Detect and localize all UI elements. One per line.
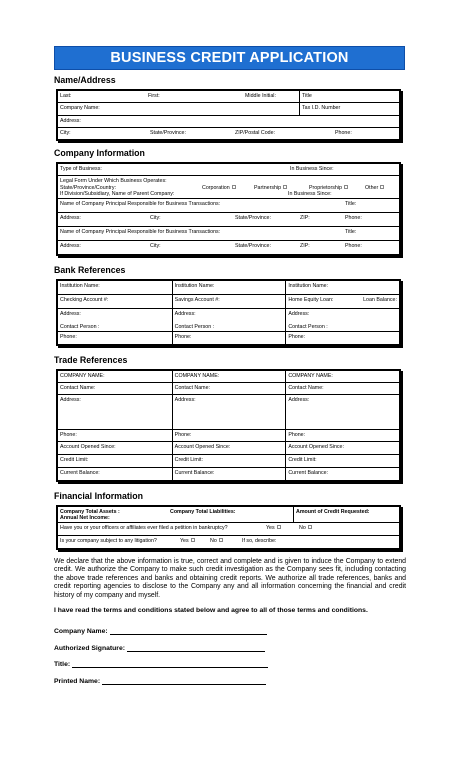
bankruptcy-no-option[interactable] [297,523,399,535]
middle-initial-field[interactable]: Middle Initial: [245,92,276,99]
trade-contact-row [58,383,399,395]
trade-1-balance[interactable]: Current Balance: [60,469,100,476]
bank-phone-row [58,332,399,344]
bankruptcy-yes-option[interactable] [264,523,297,535]
division-since-field[interactable]: In Business Since: [288,190,332,197]
trade-2-balance[interactable]: Current Balance: [172,468,286,480]
net-income-field: Annual Net Income: [60,514,110,521]
proprietorship-label: Proprietorship [309,184,342,191]
signature-title-label: Title: [54,661,71,669]
bankruptcy-yes-checkbox[interactable] [277,525,281,529]
principal-row-2 [58,227,399,241]
division-line [58,191,399,199]
signature-authorized-label: Authorized Signature: [54,644,125,652]
principal-title-field-1[interactable]: Title: [345,200,357,207]
principal-state-field-1[interactable]: State/Province: [235,214,271,221]
bank-1-phone[interactable]: Phone: [60,333,77,340]
acknowledgement-text: I have read the terms and conditions stated below and agree to all of those terms and conditions. [54,607,368,615]
home-equity-cell [285,295,399,308]
signature-authorized-row [54,644,405,652]
bank-institution-row [58,281,399,295]
type-of-business-field[interactable]: Type of Business: [60,165,102,172]
trade-3-address[interactable]: Address: [285,395,399,429]
principal-address-row-2 [58,241,399,254]
state-country-field[interactable]: State/Province/Country: [60,184,116,191]
principal-phone-field-2[interactable]: Phone: [345,242,362,249]
section-heading-name-address: Name/Address [54,75,116,85]
savings-account-field[interactable]: Savings Account #: [172,295,286,308]
principal-address-row-1 [58,213,399,227]
bank-2-phone[interactable]: Phone: [172,332,286,344]
trade-3-company[interactable]: COMPANY NAME: [285,371,399,382]
trade-2-address[interactable]: Address: [172,395,286,429]
home-equity-field[interactable]: Home Equity Loan: [288,296,334,303]
signature-company-row [54,627,405,635]
type-row [58,164,399,176]
legal-form-label: Legal Form Under Which Business Operates: [60,177,167,184]
tax-id-field[interactable]: Tax I.D. Number [299,103,399,115]
other-checkbox[interactable] [380,185,384,189]
section-heading-financial: Financial Information [54,491,143,501]
partnership-label: Partnership [254,184,282,191]
litigation-row [58,536,399,548]
bankruptcy-yes-label: Yes [266,524,275,531]
trade-address-row [58,395,399,430]
trade-3-phone[interactable]: Phone: [285,430,399,441]
trade-limit-row [58,455,399,468]
city-row [58,128,399,139]
bankruptcy-no-label: No [299,524,306,531]
company-row [58,103,399,116]
company-info-box [56,162,401,256]
trade-references-box [56,369,401,482]
principal-title-field-2[interactable]: Title: [345,228,357,235]
principal-row-1 [58,199,399,213]
other-option[interactable] [365,185,384,191]
litigation-describe-field[interactable]: If so, describe: [242,537,277,544]
name-address-box [56,89,401,141]
trade-1-limit[interactable]: Credit Limit: [60,456,89,463]
trade-1-opened[interactable]: Account Opened Since: [60,443,116,450]
corporation-label: Corporation [202,184,230,191]
bank-1-institution[interactable]: Institution Name: [60,282,100,289]
city-field[interactable]: City: [60,129,71,136]
address-row [58,116,399,128]
financial-totals-row [58,507,399,523]
bank-references-box [56,279,401,346]
bank-3-phone[interactable]: Phone: [285,332,399,344]
loan-balance-field[interactable]: Loan Balance: [363,296,397,303]
litigation-yes-option[interactable] [178,536,208,548]
trade-3-balance[interactable]: Current Balance: [285,468,399,480]
trade-phone-row [58,430,399,442]
section-heading-bank-refs: Bank References [54,265,126,275]
signature-title-row [54,660,405,668]
principal-city-field-1[interactable]: City: [150,214,161,221]
trade-opened-row [58,442,399,455]
trade-2-company[interactable]: COMPANY NAME: [172,371,286,382]
bank-account-row [58,295,399,309]
principal-name-field-1[interactable]: Name of Company Principal Responsible for Business Transactions: [60,200,221,207]
signature-printed-label: Printed Name: [54,677,101,685]
credit-application-form [54,46,405,685]
phone-field[interactable]: Phone: [335,129,352,136]
trade-3-contact[interactable]: Contact Name: [285,383,399,394]
bank-3-address-label: Address: [288,310,310,317]
principal-address-field-2[interactable]: Address: [60,242,81,249]
bank-2-contact: Contact Person : [174,323,215,330]
signature-title-line[interactable] [72,660,268,668]
litigation-yes-checkbox[interactable] [191,538,195,542]
litigation-yes-label: Yes [180,537,189,544]
principal-state-field-2[interactable]: State/Province: [235,242,271,249]
litigation-no-option[interactable] [208,536,240,548]
legal-form-options [58,184,399,191]
bank-1-contact: Contact Person : [60,323,100,330]
first-name-field[interactable]: First: [148,92,160,99]
principal-name-field-2[interactable]: Name of Company Principal Responsible for Business Transactions: [60,228,221,235]
legal-form-row [58,176,399,199]
form-title: BUSINESS CREDIT APPLICATION [54,46,405,70]
trade-2-contact[interactable]: Contact Name: [172,383,286,394]
bank-address-row [58,309,399,332]
principal-city-field-2[interactable]: City: [150,242,161,249]
bank-3-address[interactable] [285,309,399,331]
trade-2-limit[interactable]: Credit Limit: [172,455,286,467]
checking-account-field[interactable]: Checking Account #: [60,296,109,303]
address-field[interactable]: Address: [60,117,81,124]
principal-zip-field-2[interactable]: ZIP: [300,242,310,249]
principal-phone-field-1[interactable]: Phone: [345,214,362,221]
proprietorship-checkbox[interactable] [344,185,348,189]
signature-company-label: Company Name: [54,628,108,636]
litigation-no-checkbox[interactable] [219,538,223,542]
trade-1-company[interactable]: COMPANY NAME: [60,372,105,379]
bank-2-address-label: Address: [174,310,196,317]
trade-2-opened[interactable]: Account Opened Since: [172,442,286,454]
section-heading-company-info: Company Information [54,148,145,158]
partnership-checkbox[interactable] [283,185,287,189]
trade-2-phone[interactable]: Phone: [172,430,286,441]
trade-1-phone[interactable]: Phone: [60,431,77,438]
last-name-field[interactable]: Last: [60,92,72,99]
trade-company-row [58,371,399,383]
bankruptcy-no-checkbox[interactable] [308,525,312,529]
litigation-question: Is your company subject to any litigation? [60,537,157,544]
zip-field[interactable]: ZIP/Postal Code: [235,129,276,136]
trade-3-opened[interactable]: Account Opened Since: [285,442,399,454]
in-business-since-field[interactable]: In Business Since: [290,165,334,172]
bankruptcy-question: Have you or your officers or affiliates ever filed a petition in bankruptcy? [60,524,228,531]
principal-zip-field-1[interactable]: ZIP: [300,214,310,221]
name-row [58,91,399,103]
corporation-checkbox[interactable] [232,185,236,189]
bank-2-institution[interactable]: Institution Name: [172,281,286,294]
principal-address-field-1[interactable]: Address: [60,214,81,221]
section-heading-trade-refs: Trade References [54,355,128,365]
financial-info-box [56,505,401,550]
trade-balance-row [58,468,399,480]
trade-1-contact[interactable]: Contact Name: [60,384,96,391]
signature-printed-line[interactable] [102,677,266,685]
assets-income-cell[interactable] [58,507,168,522]
total-liabilities-field[interactable]: Company Total Liabilities: [170,508,236,515]
signature-company-line[interactable] [110,627,267,635]
title-field[interactable]: Title [299,91,399,102]
trade-3-limit[interactable]: Credit Limit: [285,455,399,467]
signature-printed-row [54,677,405,685]
bank-3-contact: Contact Person : [288,323,328,330]
bank-1-address[interactable] [58,309,172,331]
credit-requested-field[interactable]: Amount of Credit Requested: [293,507,399,522]
bank-2-address[interactable] [172,309,286,331]
signature-authorized-line[interactable] [127,644,265,652]
litigation-no-label: No [210,537,217,544]
parent-company-field[interactable]: If Division/Subsidiary, Name of Parent Company: [60,190,175,197]
other-label: Other [365,184,379,191]
declaration-text: We declare that the above information is true, correct and complete and is given to induce the Company to extend credit. We authorize the Company to make such credit investigation as the Company sees fit, including contacting the above trade references and banks and obtaining credit reports. We authorize all trade references, banks and credit reporting agencies to disclose to the Company any and all information concerning the financial and credit history of my company and myself. [54,558,406,599]
bank-1-address-label: Address: [60,310,81,317]
bankruptcy-row [58,523,399,536]
company-name-field[interactable]: Company Name: [60,104,100,111]
trade-1-address[interactable]: Address: [60,396,81,403]
total-assets-field: Company Total Assets : [60,508,120,515]
state-field[interactable]: State/Province: [150,129,186,136]
bank-3-institution[interactable]: Institution Name: [285,281,399,294]
